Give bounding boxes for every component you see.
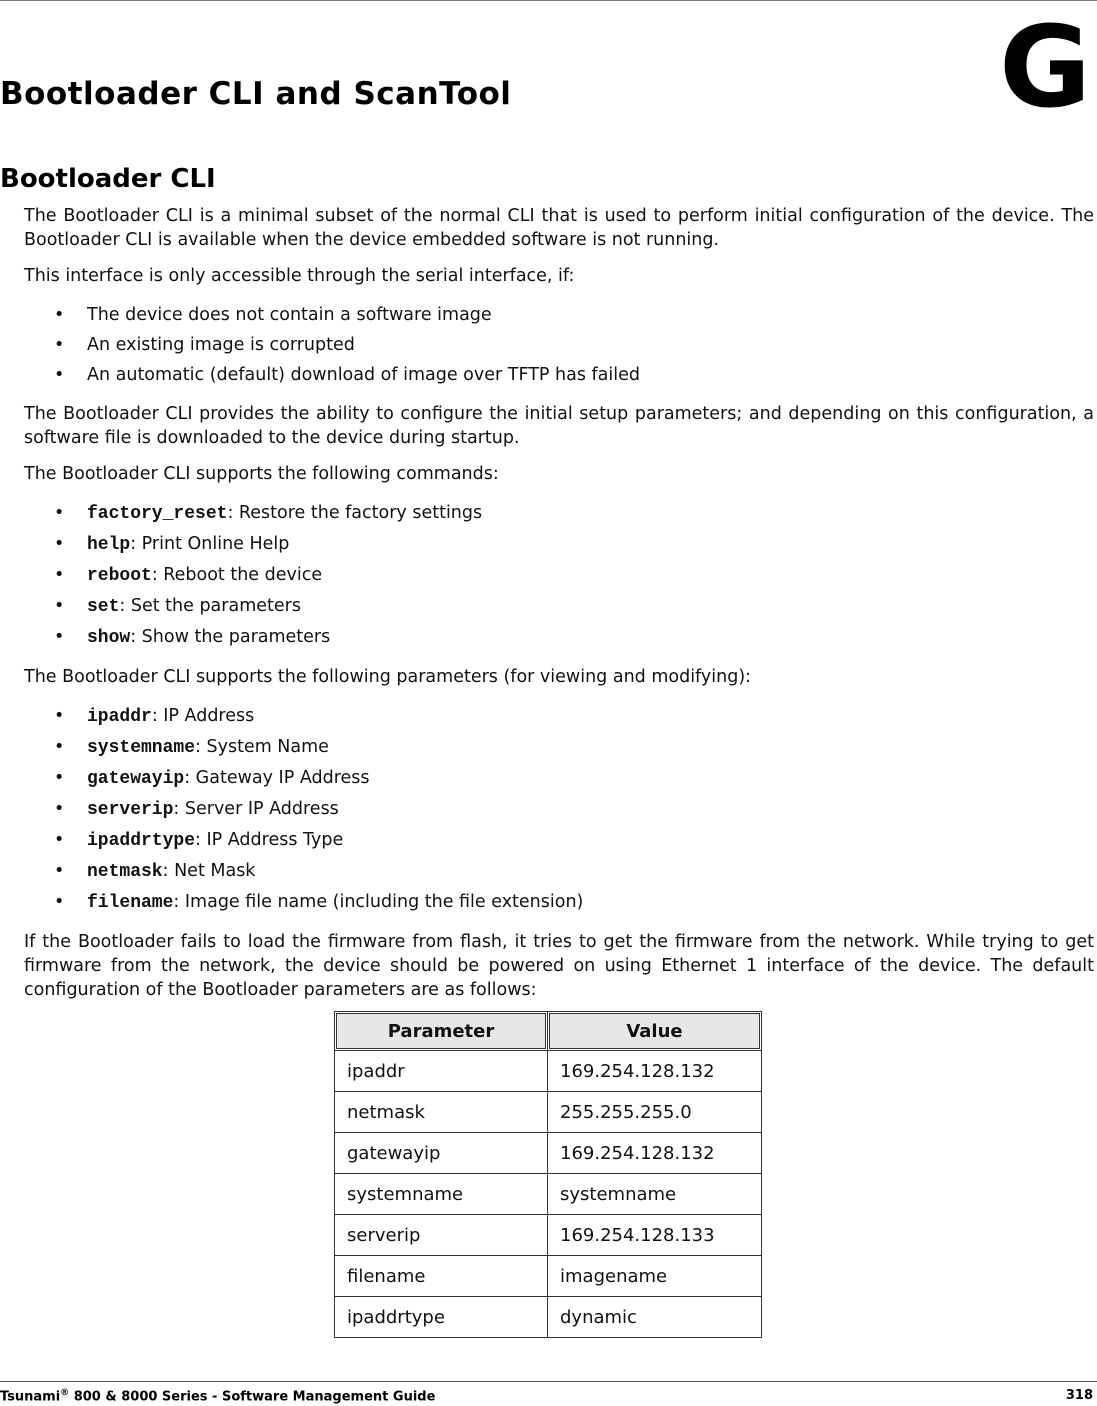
command-name: factory_reset [87,504,228,524]
parameter-desc: : IP Address [151,706,255,726]
bullet-icon: • [54,768,65,788]
network-paragraph: If the Bootloader fails to load the firmware from flash, it tries to get the firmware from the network. While trying to get firmware from the network, the device should be powered on using Ethernet 1 interface of the device. The default configuration of the Bootloader parameters are as follows: [24,932,1094,1000]
bullet-icon: • [54,335,65,355]
parameter-name: ipaddrtype [87,831,196,851]
parameter-name: serverip [87,800,174,820]
column-header-value: Value [548,1012,762,1051]
command-name: reboot [87,566,152,586]
command-name: set [87,597,120,617]
table-cell: dynamic [548,1297,762,1338]
column-header-parameter: Parameter [335,1012,548,1051]
table-cell: systemname [548,1174,762,1215]
table-row [335,1174,762,1215]
bullet-icon: • [54,892,65,912]
table-row [335,1051,762,1092]
command-desc: : Set the parameters [119,596,301,616]
setup-paragraph: The Bootloader CLI provides the ability to configure the initial setup parameters; and depending on this configuration, a software file is downloaded to the device during startup. [24,404,1094,448]
bullet-icon: • [54,365,65,385]
section-title: Bootloader CLI [0,164,216,194]
bullet-icon: • [54,627,65,647]
list-item-text: The device does not contain a software image [87,305,492,325]
parameter-desc: : Gateway IP Address [184,768,370,788]
conditions-list [24,300,1094,390]
table-row [335,1256,762,1297]
table-cell: 169.254.128.132 [548,1051,762,1092]
parameter-name: netmask [87,862,163,882]
commands-list [24,498,1094,653]
parameters-list [24,701,1094,918]
table-cell: serverip [335,1215,548,1256]
chapter-letter: G [999,3,1091,133]
parameter-desc: : Image file name (including the file extension) [173,892,584,912]
default-params-table [334,1011,762,1338]
intro-paragraph: The Bootloader CLI is a minimal subset of the normal CLI that is used to perform initial configuration of the device. The Bootloader CLI is available when the device embedded software is not running. [24,206,1094,250]
commands-intro: The Bootloader CLI supports the following commands: [24,464,499,484]
bullet-icon: • [54,706,65,726]
footer-title [0,1388,435,1404]
parameter-name: ipaddr [87,707,152,727]
bullet-icon: • [54,596,65,616]
command-desc: : Reboot the device [151,565,323,585]
list-item [24,300,1094,330]
bullet-icon: • [54,737,65,757]
bullet-icon: • [54,861,65,881]
chapter-title: Bootloader CLI and ScanTool [0,76,512,112]
table-cell: imagename [548,1256,762,1297]
table-cell: filename [335,1256,548,1297]
table-header-row [335,1012,762,1051]
list-item [24,763,1094,794]
parameter-name: gatewayip [87,769,185,789]
list-item [24,360,1094,390]
table-cell: 169.254.128.132 [548,1133,762,1174]
parameter-name: systemname [87,738,196,758]
command-name: help [87,535,131,555]
registered-mark: ® [60,1388,70,1398]
table-row [335,1133,762,1174]
bullet-icon: • [54,503,65,523]
bullet-icon: • [54,565,65,585]
list-item [24,591,1094,622]
table-cell: 255.255.255.0 [548,1092,762,1133]
table-row [335,1092,762,1133]
list-item [24,622,1094,653]
table-cell: netmask [335,1092,548,1133]
bullet-icon: • [54,799,65,819]
table-cell: systemname [335,1174,548,1215]
parameter-desc: : Net Mask [162,861,256,881]
table-row [335,1215,762,1256]
bullet-icon: • [54,534,65,554]
list-item [24,560,1094,591]
page-number: 318 [1065,1388,1093,1403]
bullet-icon: • [54,830,65,850]
command-desc: : Print Online Help [130,534,290,554]
list-item [24,794,1094,825]
footer-guide-name: 800 & 8000 Series - Software Management Guide [69,1389,436,1405]
list-item-text: An existing image is corrupted [87,335,355,355]
list-item [24,856,1094,887]
body-content [24,204,1094,1014]
list-item-text: An automatic (default) download of image over TFTP has failed [87,365,640,385]
command-name: show [87,628,131,648]
table-cell: ipaddr [335,1051,548,1092]
command-desc: : Show the parameters [130,627,331,647]
list-item [24,529,1094,560]
parameter-desc: : Server IP Address [173,799,339,819]
list-item [24,701,1094,732]
list-item [24,732,1094,763]
list-item [24,887,1094,918]
top-rule [0,0,1097,1]
bullet-icon: • [54,305,65,325]
parameter-desc: : IP Address Type [195,830,344,850]
command-desc: : Restore the factory settings [227,503,483,523]
footer-rule [0,1381,1097,1382]
table-row [335,1297,762,1338]
table-cell: ipaddrtype [335,1297,548,1338]
parameter-name: filename [87,893,174,913]
table-cell: gatewayip [335,1133,548,1174]
list-item [24,330,1094,360]
params-intro: The Bootloader CLI supports the following parameters (for viewing and modifying): [24,667,752,687]
table-cell: 169.254.128.133 [548,1215,762,1256]
parameter-desc: : System Name [195,737,329,757]
access-paragraph: This interface is only accessible through the serial interface, if: [24,266,575,286]
list-item [24,825,1094,856]
footer-product: Tsunami [0,1389,61,1405]
list-item [24,498,1094,529]
